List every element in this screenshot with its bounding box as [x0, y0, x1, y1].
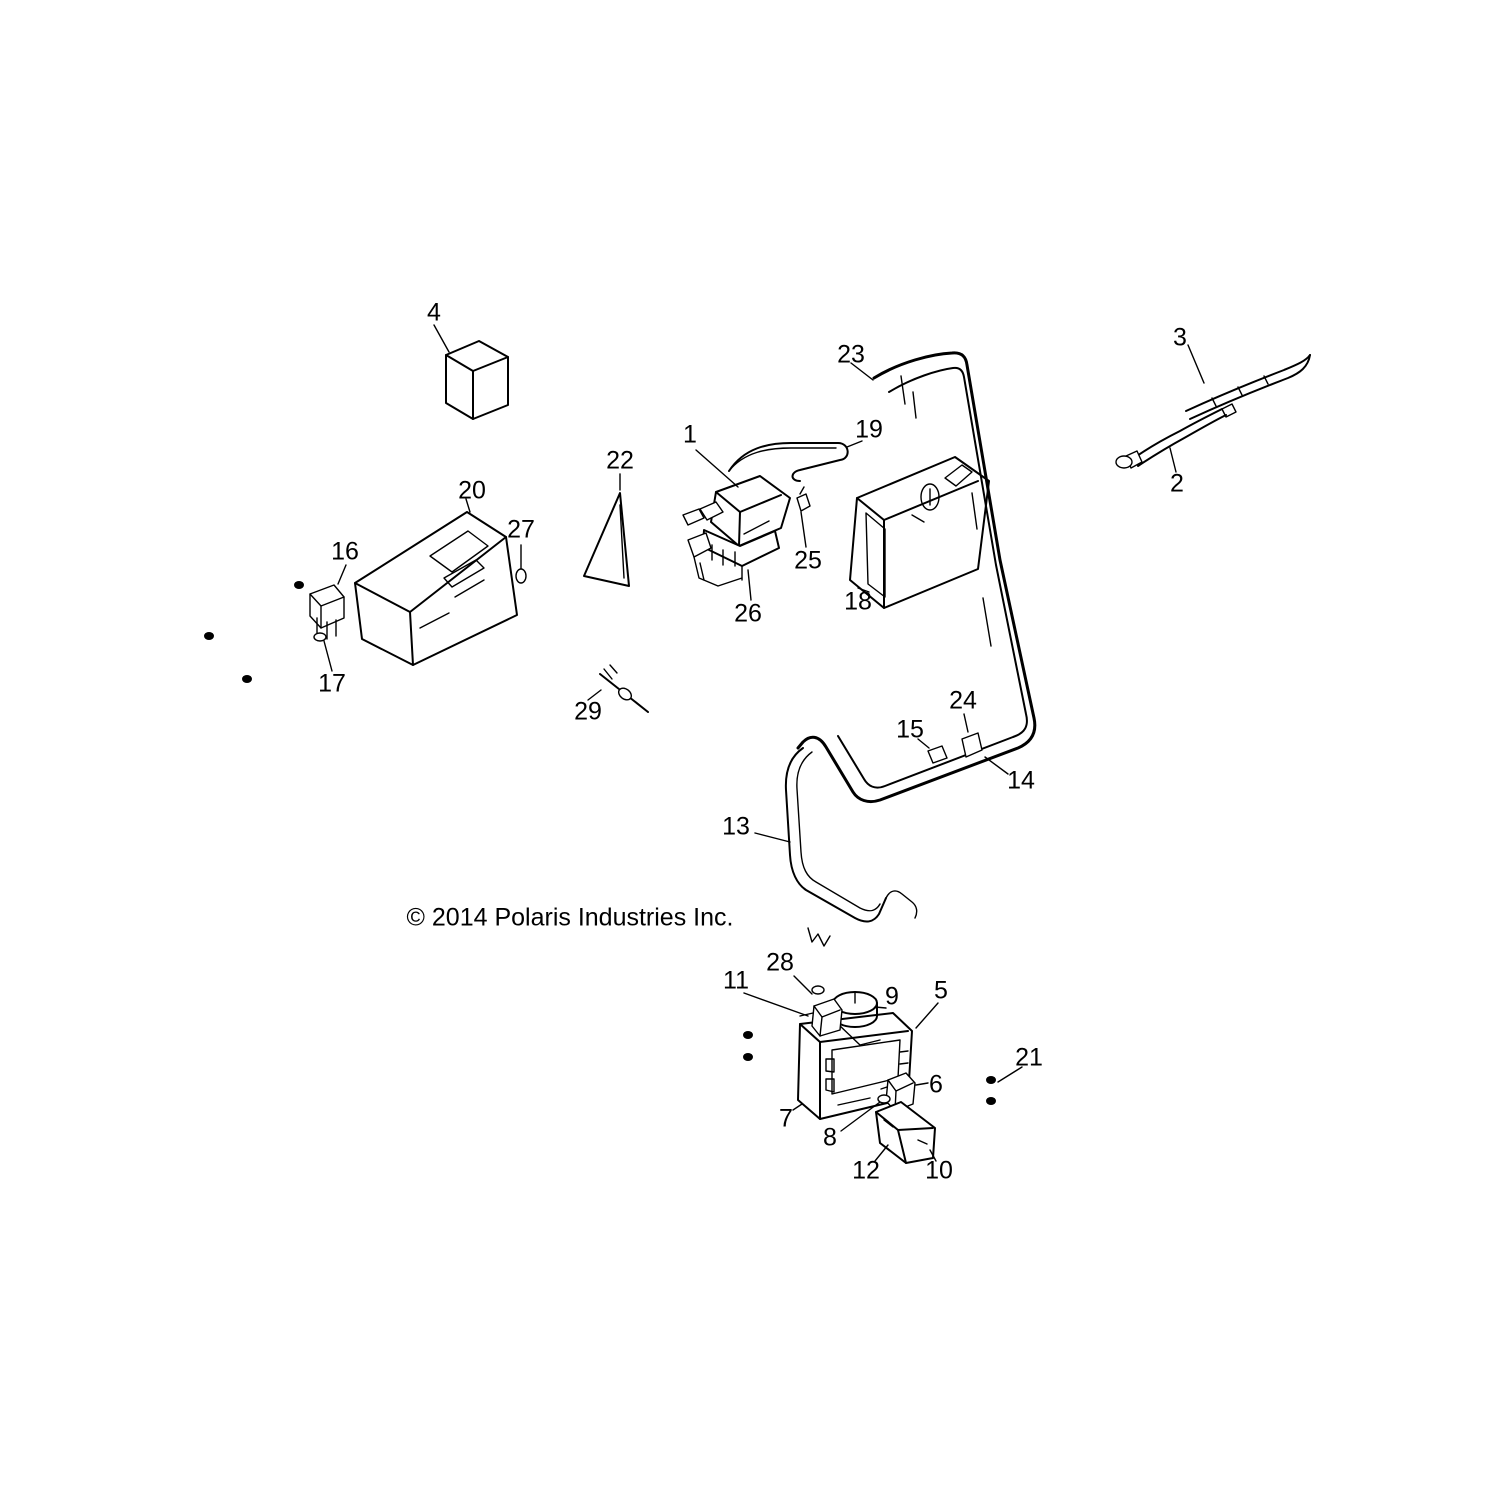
callout-29: 29 — [574, 697, 602, 726]
part-19-linkage — [729, 441, 862, 481]
part-20-housing — [355, 499, 517, 665]
callout-19: 19 — [855, 415, 883, 444]
part-2-wiper-arm — [1116, 404, 1236, 472]
callout-4: 4 — [427, 298, 441, 327]
callout-24: 24 — [949, 686, 977, 715]
callout-15: 15 — [896, 715, 924, 744]
loose-fasteners-left — [204, 581, 304, 683]
callout-14: 14 — [1007, 766, 1035, 795]
callout-21: 21 — [1015, 1043, 1043, 1072]
callout-11: 11 — [723, 966, 749, 995]
callout-13: 13 — [722, 812, 750, 841]
callout-18: 18 — [844, 587, 872, 616]
part-17-fastener — [314, 633, 332, 671]
part-13-hose — [755, 748, 917, 946]
callout-20: 20 — [458, 476, 486, 505]
part-25-nozzle — [797, 487, 810, 547]
part-10-bracket — [876, 1102, 936, 1163]
callout-16: 16 — [331, 537, 359, 566]
callout-8: 8 — [823, 1123, 837, 1152]
loose-fasteners-bottom — [743, 1031, 753, 1061]
part-21-screws — [986, 1067, 1022, 1105]
callout-7: 7 — [779, 1104, 793, 1133]
callout-10: 10 — [925, 1156, 953, 1185]
callout-5: 5 — [934, 976, 948, 1005]
callout-28: 28 — [766, 948, 794, 977]
part-11-28-pump-fitting — [744, 976, 842, 1036]
copyright-notice: © 2014 Polaris Industries Inc. — [406, 903, 734, 932]
part-27-screw — [516, 545, 526, 583]
part-5-pointer — [916, 1003, 938, 1028]
callout-22: 22 — [606, 446, 634, 475]
callout-27: 27 — [507, 515, 535, 544]
callout-6: 6 — [929, 1070, 943, 1099]
callout-9: 9 — [885, 982, 899, 1011]
callout-12: 12 — [852, 1156, 880, 1185]
callout-2: 2 — [1170, 469, 1184, 498]
part-26-pointer — [748, 570, 751, 600]
part-4-cube — [434, 325, 508, 419]
callout-26: 26 — [734, 599, 762, 628]
part-3-wiper-blade — [1186, 345, 1310, 419]
callout-17: 17 — [318, 669, 346, 698]
callout-1: 1 — [683, 420, 697, 449]
callout-23: 23 — [837, 340, 865, 369]
part-16-switch — [310, 565, 346, 639]
callout-25: 25 — [794, 546, 822, 575]
part-1-wiper-motor — [683, 450, 790, 586]
part-18-panel — [850, 457, 989, 608]
callout-3: 3 — [1173, 323, 1187, 352]
part-22-triangle-trim — [584, 474, 629, 586]
